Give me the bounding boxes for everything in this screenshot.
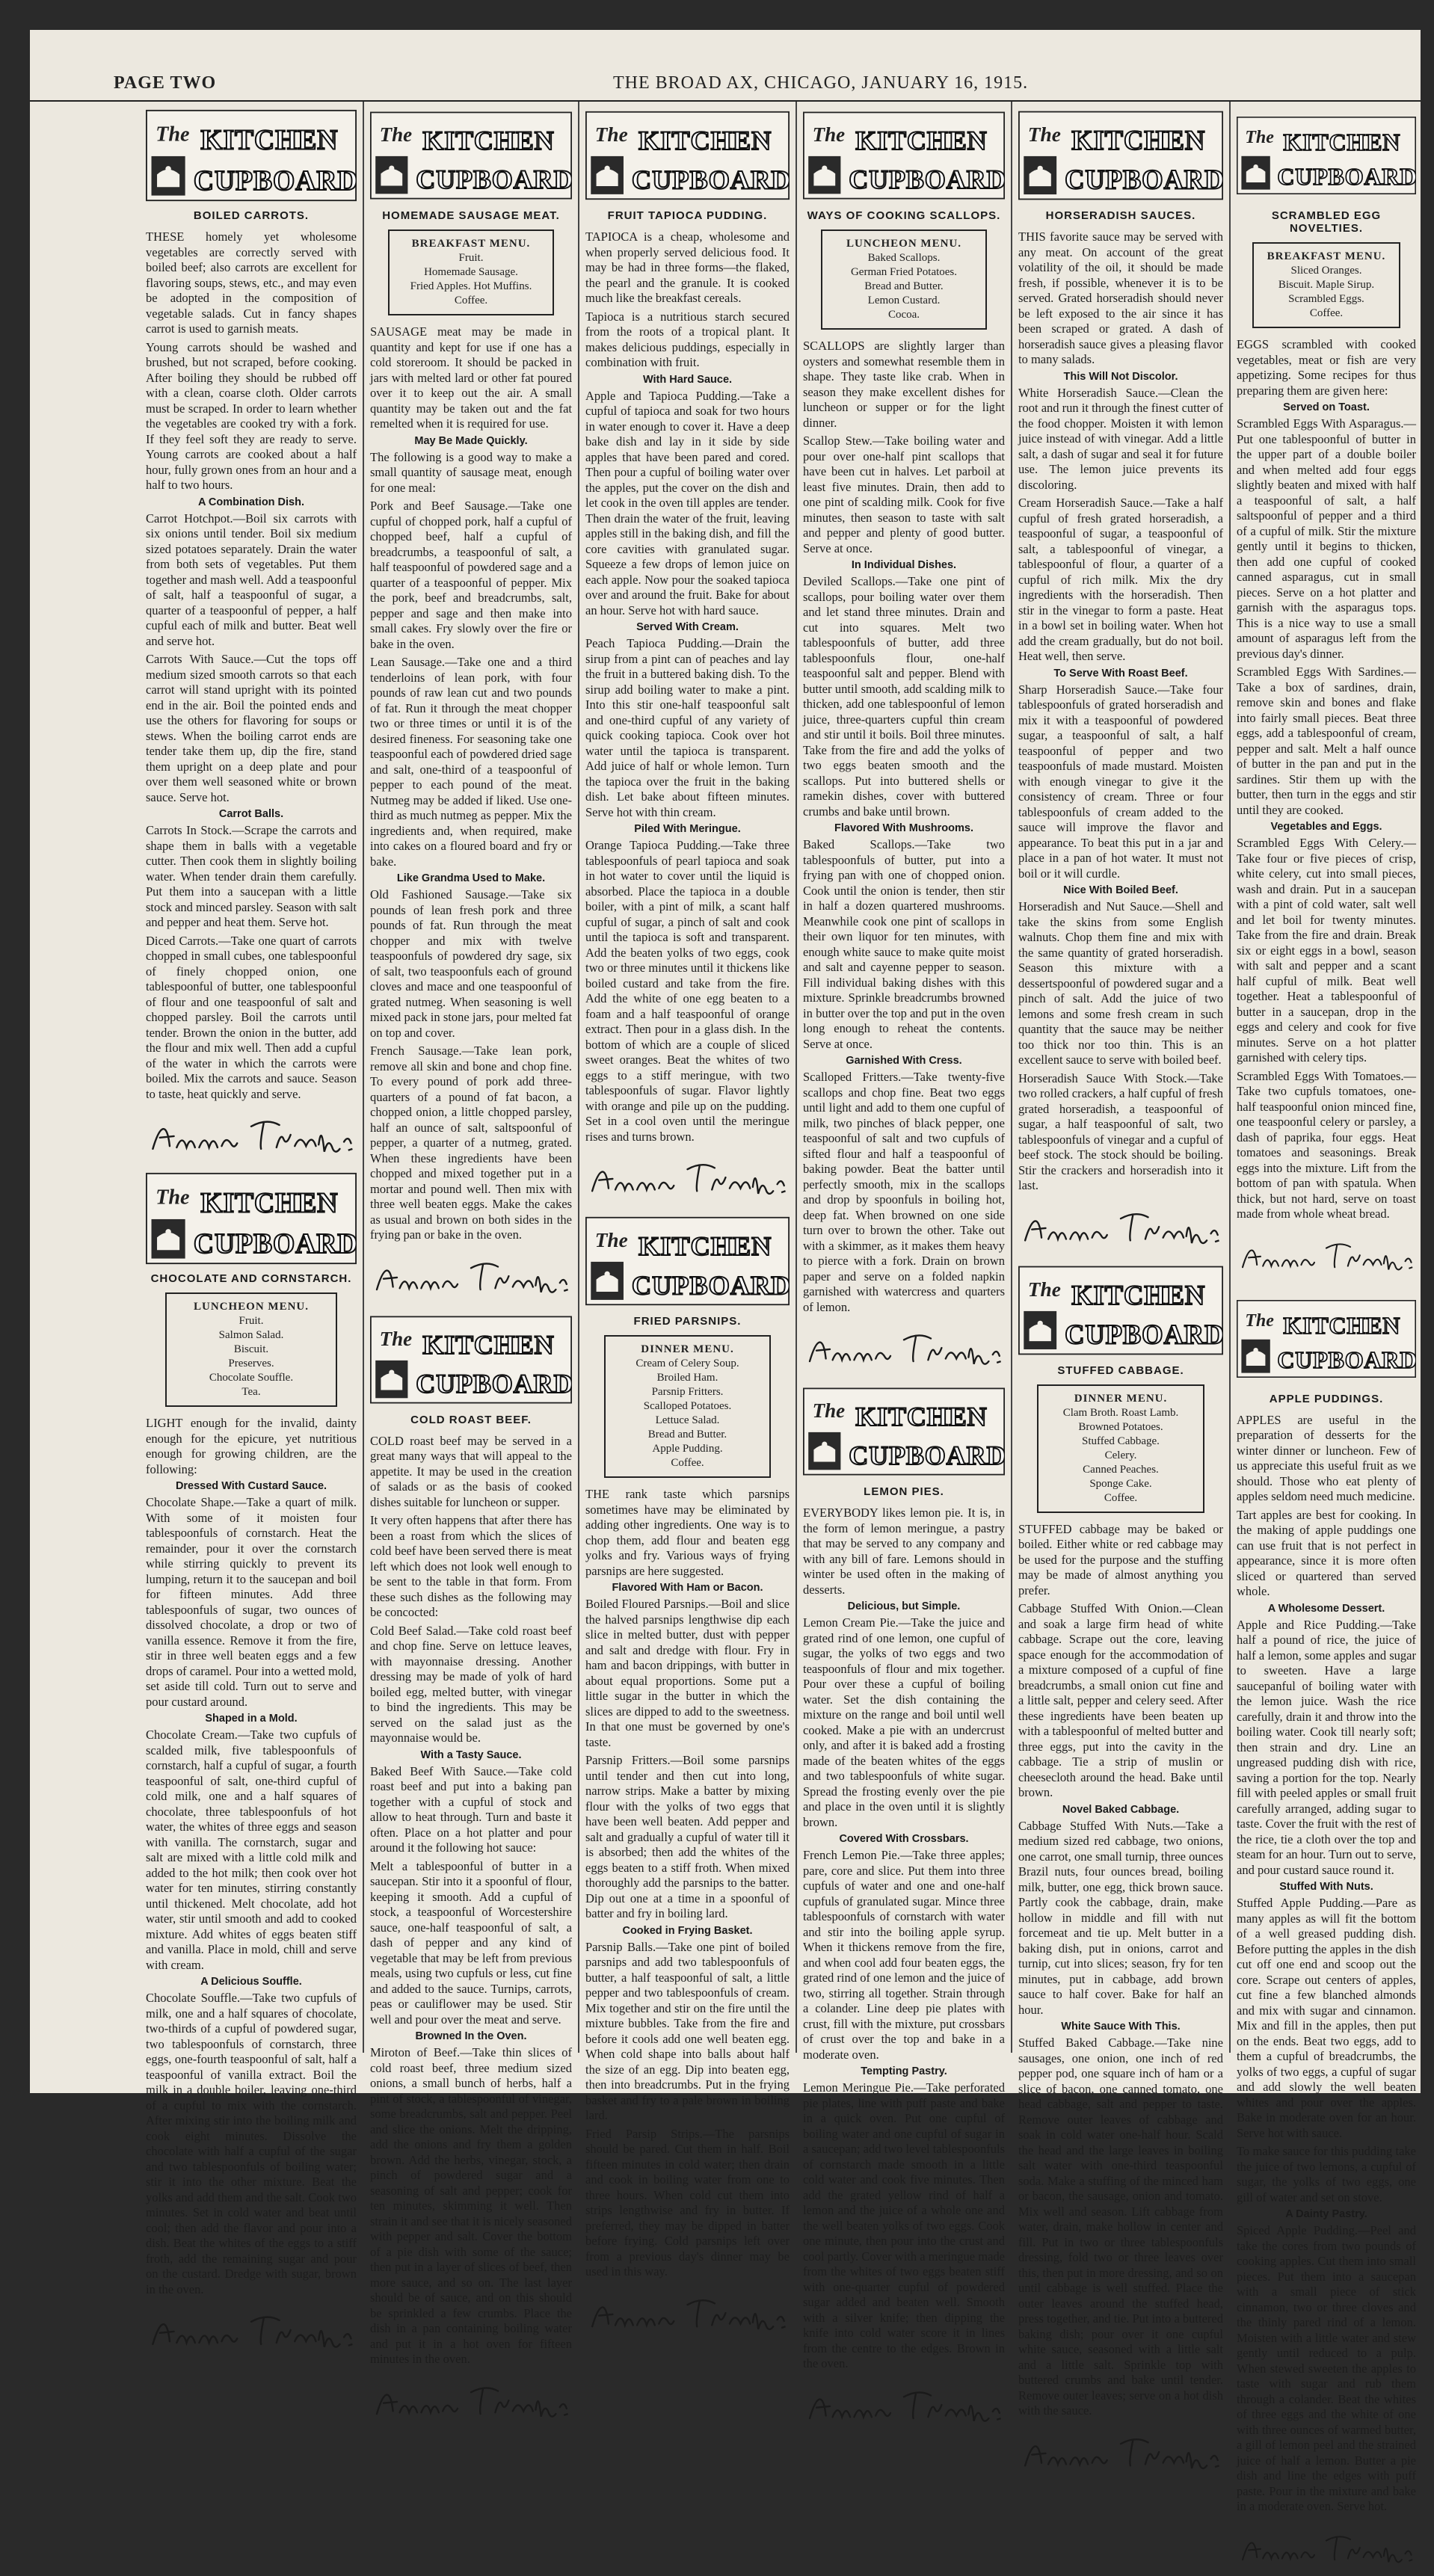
subheading: This Will Not Discolor. bbox=[1063, 370, 1178, 383]
paragraph: EGGS scrambled with cooked vegetables, meat or fish are very appetizing. Some recipes for thus preparing them are given here: bbox=[1237, 337, 1416, 398]
subheading: White Sauce With This. bbox=[1061, 2021, 1181, 2033]
paragraph: Horseradish Sauce With Stock.—Take two rolled crackers, a half cupful of fresh grated horseradish, a teaspoonful of sugar, a half teaspoonful of salt, two tablespoonfuls of vinegar and a cupful of beef stock. The stock should be boiling. Stir the crackers and horseradish into it last. bbox=[1018, 1070, 1223, 1192]
paragraph: SCALLOPS are slightly larger than oysters and somewhat resemble them in shape. They taste like crab. When in season they make excellent dishes for luncheon or supper or for the light dinner. bbox=[803, 339, 1005, 430]
paragraph: Scrambled Eggs With Asparagus.—Put one tablespoonful of butter in the upper part of a double boiler and when melted add four eggs slightly beaten and mixed with half a teaspoonful of salt, a half saltspoonful of pepper and a third of a cupful of milk. Stir the mixture gently until it begins to thicken, then add one cupful of cooked canned asparagus, cut in small pieces. Serve on a hot platter and garnish with the asparagus tops. This is a nice way to use a small amount of asparagus left from the previous day's dinner. bbox=[1237, 416, 1416, 661]
menu-item: Cocoa. bbox=[887, 309, 920, 321]
menu-item: Scalloped Potatoes. bbox=[643, 1400, 732, 1412]
paragraph: Chocolate Shape.—Take a quart of milk. With some of it moisten four tablespoonfuls of cornstarch. Heat the remainder, pour it over the cornstarch while stirring quickly to prevent its lumping, return it to the saucepan and boil for fifteen minutes. Add three tablespoonfuls of sugar, two ounces of dissolved chocolate, a drop or two of vanilla essence. Remove it from the fire, stir in three well beaten eggs and a few drops of caramel. Pour into a wetted mold, set aside till cold. Turn out to serve and pour custard around. bbox=[146, 1495, 357, 1709]
article-title: APPLE PUDDINGS. bbox=[1269, 1392, 1384, 1405]
menu-item: Stuffed Cabbage. bbox=[1082, 1435, 1160, 1447]
subheading: Served With Cream. bbox=[636, 621, 739, 633]
paragraph: French Lemon Pie.—Take three apples; pare, core and slice. Put them into three cupfuls of water and one and one-half cupfuls of granulated sugar. Mince three tablespoonfuls of cornstarch with water and stir into the boiling apple syrup. When it thickens remove from the fire, and when cool add four beaten eggs, the grated rind of one lemon and the juice of two, stirring all together. Strain through a colander. Line deep pie plates with crust, fill with the mixture, put crossbars of crust over the top and bake in a moderate oven. bbox=[803, 1848, 1005, 2062]
column-1 bbox=[146, 105, 357, 2296]
column-3 bbox=[585, 105, 790, 2278]
subheading: A Dainty Pastry. bbox=[1285, 2208, 1367, 2220]
paragraph: Stuffed Apple Pudding.—Pare as many apples as will fit the bottom of a well greased pudding dish. Before putting the apples in the dish cut off one end and scoop out the core. Scrape out centers of apples, cut fine a few blanched almonds and mix with sugar and cinnamon. Mix and fill in the apples, then put on the ends. Beat two eggs, add to them a cupful of breadcrumbs, the yolks of two eggs, a cupful of sugar and add slowly the well beaten whites and pour over the apples. Bake in moderate oven for an hour. Serve hot with sauce. bbox=[1237, 1896, 1416, 2140]
menu-item: Fruit. bbox=[239, 1315, 264, 1327]
menu-item: Coffee. bbox=[454, 295, 488, 306]
menu-item: Coffee. bbox=[1104, 1491, 1138, 1504]
paragraph: Carrot Hotchpot.—Boil six carrots with six onions until tender. Boil six medium sized potatoes separately. Drain the water from both sets of vegetables. Put them together and mash well. Add a teaspoonful of salt, half a teaspoonful of sugar, a quarter of a teaspoonful of pepper, a half cupful each of milk and butter. Beat well and serve hot. bbox=[146, 511, 357, 648]
kitchen-cupboard-logo bbox=[146, 1171, 357, 1266]
kitchen-cupboard-logo bbox=[1237, 108, 1416, 203]
paragraph: THIS favorite sauce may be served with any meat. On account of the great volatility of the oil, it should be made fresh, if possible, whenever it is to be served. Grated horseradish should never be left exposed to the air since it has been scraped or grated. A dash of horseradish sauce gives a pleasing flavor to many salads. bbox=[1018, 229, 1223, 366]
column-rule bbox=[796, 102, 797, 2053]
menu-item: Sponge Cake. bbox=[1089, 1477, 1152, 1490]
menu-title: DINNER MENU. bbox=[1074, 1392, 1168, 1405]
article-title: HORSERADISH SAUCES. bbox=[1045, 209, 1196, 222]
dinner-menu-box bbox=[1037, 1384, 1204, 1513]
subheading: Vegetables and Eggs. bbox=[1270, 821, 1382, 833]
article-title: LEMON PIES. bbox=[864, 1485, 944, 1498]
subheading: Covered With Crossbars. bbox=[839, 1833, 969, 1845]
signature-anna-thompson bbox=[1018, 2425, 1223, 2480]
subheading: To Serve With Roast Beef. bbox=[1053, 667, 1188, 680]
subheading: Cooked in Frying Basket. bbox=[622, 1924, 753, 1937]
menu-title: LUNCHEON MENU. bbox=[846, 238, 961, 250]
menu-item: Salmon Salad. bbox=[218, 1329, 284, 1341]
column-rule bbox=[1229, 102, 1231, 2053]
menu-item: Broiled Ham. bbox=[656, 1372, 718, 1384]
paragraph: THE rank taste which parsnips sometimes have may be eliminated by adding other ingredients. One way is to chop them, add flour and beaten egg yolks and fry. Various ways of frying parsnips are here suggested. bbox=[585, 1487, 790, 1578]
menu-item: Browned Potatoes. bbox=[1078, 1420, 1163, 1433]
paragraph: Parsnip Balls.—Take one pint of boiled parsnips and add two tablespoonfuls of butter, a half teaspoonful of salt, a little pepper and two tablespoonfuls of cream. Mix together and stir on the fire until the mixture bubbles. Take from the fire and before it cools add one well beaten egg. When cold shape into balls about half the size of an egg. Dip into beaten egg, then into breadcrumbs. Put in the frying basket and fry to a pale brown in boiling lard. bbox=[585, 1939, 790, 2122]
luncheon-menu-box bbox=[165, 1292, 337, 1407]
page-label: PAGE TWO bbox=[114, 73, 217, 93]
paragraph: Horseradish and Nut Sauce.—Shell and take the skins from some English walnuts. Chop them fine and mix with the same quantity of grated horseradish. Season this mixture with a dessertspoonful of powdered sugar and a pinch of salt. Add the juice of two lemons and some fresh cream in such quantity that the sauce may be neither too thick nor too thin. This is an excellent sauce to serve with boiled beef. bbox=[1018, 899, 1223, 1067]
column-5 bbox=[1018, 105, 1224, 2418]
paragraph: To make sauce for this pudding take the juice of two lemons, a cupful of sugar, the yolks of two eggs, one gill of water and set on stove. bbox=[1237, 2144, 1416, 2204]
menu-item: Preserves. bbox=[228, 1358, 274, 1369]
signature-anna-thompson bbox=[370, 2373, 572, 2429]
subheading: Stuffed With Nuts. bbox=[1279, 1881, 1373, 1893]
subheading: May Be Made Quickly. bbox=[414, 434, 528, 447]
paragraph: Cabbage Stuffed With Onion.—Clean and soak a large firm head of white cabbage. Scrape out the core, leaving space enough for the accommodation of a mixture composed of a cupful of fine breadcrumbs, a small onion cut fine and a little salt, pepper and celery seed. After these ingredients have been beaten up with a tablespoonful of melted butter and three eggs, put into the cavity in the cabbage. Tie a strip of muslin or cheesecloth around the head. Bake until brown. bbox=[1018, 1601, 1223, 1799]
paragraph: Orange Tapioca Pudding.—Take three tablespoonfuls of pearl tapioca and soak in hot water to cover until the liquid is absorbed. Place the tapioca in a double boiler, with a pint of milk, a scant half cupful of sugar, a pinch of salt and cook until the tapioca is soft and transparent. Add the beaten yolks of two eggs, cook two or three minutes until it thickens like boiled custard and take from the fire. Add the white of one egg beaten to a foam and a half teaspoonful of orange extract. Then pour in a glass dish. In the bottom of which are a couple of sliced sweet oranges. Beat the whites of two eggs to a stiff meringue, with two tablespoonfuls of sugar. Flavor lightly with orange and pile up on the pudding. Set in a cool oven until the meringue rises and turns brown. bbox=[585, 838, 790, 1144]
paragraph: Scrambled Eggs With Celery.—Take four or five pieces of crisp, white celery, cut into small pieces, wash and drain. Put in a saucepan with a pint of cold water, salt well and let boil for twenty minutes. Take from the fire and drain. Break six or eight eggs in a bowl, season with salt and pepper and a scant half cupful of milk. Beat well together. Heat a tablespoonful of butter in a saucepan, drop in the eggs and celery and cook for five minutes. Serve on a hot platter garnished with celery tips. bbox=[1237, 836, 1416, 1064]
menu-item: Clam Broth. Roast Lamb. bbox=[1062, 1406, 1179, 1419]
page-header bbox=[30, 66, 1421, 102]
luncheon-menu-box bbox=[821, 229, 986, 330]
menu-item: Scrambled Eggs. bbox=[1288, 293, 1364, 305]
subheading: Nice With Boiled Beef. bbox=[1063, 884, 1178, 896]
newspaper-page bbox=[30, 30, 1421, 2513]
paragraph: Melt a tablespoonful of butter in a saucepan. Stir into it a spoonful of flour, keeping it smooth. Add a cupful of stock, a teaspoonful of Worcestershire sauce, one-half teaspoonful of salt, a dash of pepper and any kind of vegetable that may be left from previous meals, using two cupfuls or less, cut fine and added to the sauce. Turnips, carrots, peas or cauliflower may be used. Stir well and pour over the meat and serve. bbox=[370, 1858, 572, 2027]
paragraph: SAUSAGE meat may be made in quantity and kept for use if one has a cold storeroom. It should be packed in jars with melted lard or other fat poured over it to keep out the air. A small quantity may be taken out and the fat remelted when it is required for use. bbox=[370, 324, 572, 431]
menu-item: Fruit. bbox=[458, 252, 484, 264]
breakfast-menu-box bbox=[388, 229, 553, 315]
paragraph: Boiled Floured Parsnips.—Boil and slice the halved parsnips lengthwise dip each slice in melted butter, dust with pepper and salt and dredge with flour. Fry in ham and bacon drippings, with butter in about equal proportions. Some put a little sugar in the butter in which the slices are dipped to add to the sweetness. In that one must be governed by one's taste. bbox=[585, 1597, 790, 1749]
subheading: Served on Toast. bbox=[1283, 401, 1370, 413]
article-title: STUFFED CABBAGE. bbox=[1057, 1364, 1184, 1377]
menu-item: Bread and Butter. bbox=[647, 1429, 727, 1440]
subheading: Shaped in a Mold. bbox=[205, 1713, 298, 1725]
paragraph: Spiced Apple Pudding.—Peel and take the cores from two pounds of cooking apples. Cut them into small pieces. Put them into a saucepan with a small piece of stick cinnamon, two or three cloves and the thinly pared rind of a lemon. Moisten with a little water and stew gently until reduced to a pulp. When stewed sweeten the apples to taste with sugar and rub them through a colander. Beat the whites of three eggs and the white of one with three ounces of warmed butter, a gill of lemon peel and the strained juice of half a lemon. Butter a pie dish and line the edges with puff paste. Pour in the mixture and bake in a moderate oven. Serve hot. bbox=[1237, 2223, 1416, 2513]
paragraph: Scallop Stew.—Take boiling water and pour over one-half pint scallops that have been cut in halves. Let parboil at least five minutes. Drain, then add to one pint of scalding milk. Cook for five minutes, then season to taste with salt and pepper and plenty of good butter. Serve at once. bbox=[803, 434, 1005, 555]
menu-item: Cream of Celery Soup. bbox=[636, 1358, 739, 1369]
menu-item: Canned Peaches. bbox=[1083, 1463, 1159, 1476]
signature-anna-thompson bbox=[585, 2286, 790, 2341]
kitchen-cupboard-logo bbox=[370, 1312, 572, 1408]
menu-item: Sliced Oranges. bbox=[1290, 265, 1362, 277]
signature-anna-thompson bbox=[803, 2378, 1005, 2433]
paragraph: Stuffed Baked Cabbage.—Take nine sausages, one onion, one inch of red pepper pod, one square inch of ham or a slice of bacon, one canned tomato, one head cabbage, salt and pepper to taste. Remove outer leaves of cabbage and soak in cold water one-half hour. Scald the head and the large leaves in boiling salt water with one-third teaspoonful soda. Make a stuffing of the minced ham or bacon, the sausage, onion and tomato. Mix well and season. Lift cabbage from water, drain, make hollow in center and fill. Put in two or three tablespoonfuls dressing, fold two or three leaves over this, then put in more dressing, and so on until cabbage is well stuffed. Place the outer leaves around the stuffed head, press together, and tie. Put into a buttered baking dish; pour over it one cupful white sauce, seasoned with a little salt and a little salt. Sprinkle top with buttered crumbs and bake until tender. Remove outer leaves; serve on a hot dish with the sauce. bbox=[1018, 2036, 1223, 2418]
signature-anna-thompson bbox=[370, 1249, 572, 1304]
signature-anna-thompson bbox=[1018, 1200, 1223, 1255]
menu-item: Apple Pudding. bbox=[652, 1443, 723, 1455]
article-title: FRUIT TAPIOCA PUDDING. bbox=[607, 209, 768, 222]
article-title: BOILED CARROTS. bbox=[193, 209, 310, 222]
paragraph: Cold Beef Salad.—Take cold roast beef and chop fine. Serve on lettuce leaves, with mayonnaise dressing. Another dressing may be made of yolk of hard boiled egg, melted butter, with vinegar to bind the ingredients. This may be served on the salad just as the mayonnaise would be. bbox=[370, 1623, 572, 1745]
subheading: Delicious, but Simple. bbox=[847, 1600, 961, 1612]
menu-title: BREAKFAST MENU. bbox=[411, 238, 531, 250]
menu-item: Homemade Sausage. bbox=[424, 266, 518, 278]
newspaper-title: THE BROAD AX, CHICAGO, JANUARY 16, 1915. bbox=[613, 73, 1029, 93]
paragraph: Lean Sausage.—Take one and a third tenderloins of lean pork, with four pounds of raw lean cut and two pounds of fat. Run it through the meat chopper two or three times or until it is of the desired fineness. For seasoning take one teaspoonful each of powdered dried sage and salt, one-third of a teaspoonful of pepper to each pound of the meat. Nutmeg may be added if liked. Use one-third as much nutmeg as pepper. Mix the ingredients and, when required, make into cakes on a floured board and fry or bake. bbox=[370, 655, 572, 869]
article-title: SCRAMBLED EGG NOVELTIES. bbox=[1271, 209, 1382, 235]
subheading: With Hard Sauce. bbox=[642, 373, 733, 386]
menu-item: Celery. bbox=[1104, 1449, 1137, 1461]
menu-title: BREAKFAST MENU. bbox=[1267, 250, 1386, 262]
paragraph: Cream Horseradish Sauce.—Take a half cupful of fresh grated horseradish, a teaspoonful of sugar, a teaspoonful of salt, a tablespoonful of vinegar, a tablespoonful of flour, a quarter of a cupful of rich milk. Mix the dry ingredients with the horseradish. Then stir in the vinegar to form a paste. Heat in a bowl set in boiling water. When hot add the cream gradually, but do not boil. Heat well, then serve. bbox=[1018, 496, 1223, 663]
paragraph: Chocolate Cream.—Take two cupfuls of scalded milk, five tablespoonfuls of cornstarch, half a cupful of sugar, a fourth teaspoonful of salt, one-third cupful of cold milk, one and a half squares of chocolate, three tablespoonfuls of hot water, the whites of three eggs and season with vanilla. The cornstarch, sugar and salt are mixed with a little cold milk and added to the hot milk; then cook over hot water for ten minutes, stirring constantly until thickened. Melt chocolate, add hot water, stir until smooth and add to cooked mixture. Add whites of eggs beaten stiff and vanilla. Place in mold, chill and serve with cream. bbox=[146, 1728, 357, 1972]
paragraph: Old Fashioned Sausage.—Take six pounds of lean fresh pork and three pounds of fat. Run through the meat chopper and mix with twelve teaspoonfuls of powdered dry sage, six of salt, two teaspoonfuls each of ground cloves and mace and one teaspoonful of grated nutmeg. When seasoning is well mixed pack in stone jars, pour melted fat on top and cover. bbox=[370, 887, 572, 1040]
paragraph: Apple and Tapioca Pudding.—Take a cupful of tapioca and soak for two hours in water enough to cover it. Have a deep bake dish and lay in it side by side apples that have been pared and cored. Then pour a cupful of boiling water over the apples, put the cover on the dish and let cook in the oven till apples are tender. Then drain the water of the fruit, leaving apples still in the baking dish, and fill the core cavities with granulated sugar. Squeeze a few drops of lemon juice on each apple. Now pour the soaked tapioca over and around the fruit. Bake for about an hour. Serve hot with hard sauce. bbox=[585, 388, 790, 617]
kitchen-cupboard-logo bbox=[585, 1213, 790, 1309]
menu-item: Fried Apples. Hot Muffins. bbox=[410, 280, 532, 292]
paragraph: White Horseradish Sauce.—Clean the root and run it through the finest cutter of the food chopper. Moisten it with lemon juice instead of with vinegar. Add a little salt, a dash of sugar and seal it for future use. The lemon juice prevents its discoloring. bbox=[1018, 385, 1224, 492]
column-rule bbox=[1011, 102, 1012, 2053]
kitchen-cupboard-logo bbox=[1018, 108, 1223, 203]
subheading: Flavored With Ham or Bacon. bbox=[612, 1582, 763, 1594]
paragraph: EVERYBODY likes lemon pie. It is, in the form of lemon meringue, a pastry that may be served to any company and with any bill of fare. Lemons should in winter be used often in the making of desserts. bbox=[803, 1506, 1005, 1597]
paragraph: TAPIOCA is a cheap, wholesome and when properly served delicious food. It may be had in three forms—the flaked, the pearl and the granule. It is cooked much like the breakfast cereals. bbox=[585, 229, 790, 305]
subheading: A Combination Dish. bbox=[197, 496, 305, 508]
paragraph: Fried Parsip Strips.—The parsnips should be pared. Cut them in half. Boil fifteen minutes in cold water; then drain and cook in boiling water from one to three hours. When cold cut them into strips lengthwise and fry in butter. If preferred, they may be dipped in batter before frying. Cold parsnips left over from a previous day's dinner may be used in this way. bbox=[585, 2126, 790, 2278]
column-2 bbox=[370, 105, 572, 2366]
signature-anna-thompson bbox=[146, 1108, 357, 1163]
menu-item: Lettuce Salad. bbox=[655, 1414, 720, 1426]
menu-item: Coffee. bbox=[1309, 307, 1344, 319]
column-4 bbox=[803, 105, 1005, 2370]
menu-item: Biscuit. bbox=[233, 1343, 269, 1355]
menu-item: Coffee. bbox=[671, 1457, 704, 1469]
paragraph: Carrots With Sauce.—Cut the tops off medium sized smooth carrots so that each carrot will stand upright with its pointed end in the air. Boil the pointed ends and use the others for flavoring for soups or stews. When the boiling carrot ends are tender take them up, dip the fire, stand them upright on a deep plate and pour over them well seasoned white or brown sauce. Serve hot. bbox=[146, 652, 357, 804]
subheading: Piled With Meringue. bbox=[634, 823, 741, 835]
paragraph: THESE homely yet wholesome vegetables are correctly served with boiled beef; also carrots are excellent for flavoring soups, stews, etc., and may even be adopted in the composition of vegetable salads. Cut in fancy shapes carrot is used to garnish meats. bbox=[146, 229, 357, 336]
paragraph: It very often happens that after there has been a roast from which the slices of cold beef have been served there is meat left which does not look well enough to be sent to the table in that form. From these such dishes as the following may be concocted: bbox=[370, 1513, 572, 1619]
paragraph: COLD roast beef may be served in a great many ways that will appeal to the appetite. It may be used in the creation of salads or as the basis of cooked dishes suitable for luncheon or supper. bbox=[370, 1433, 572, 1509]
article-title: COLD ROAST BEEF. bbox=[410, 1413, 532, 1426]
menu-item: Chocolate Souffle. bbox=[209, 1372, 294, 1384]
subheading: With a Tasty Sauce. bbox=[420, 1748, 522, 1761]
menu-item: Baked Scallops. bbox=[867, 252, 941, 264]
paragraph: Peach Tapioca Pudding.—Drain the sirup from a pint can of peaches and lay the fruit in a buttered baking dish. To the sirup add boiling water to make a pint. Into this stir one-half teaspoonful salt and one-third cupful of any variety of quick cooking tapioca. Cook over hot water until the tapioca is transparent. Add juice of half or whole lemon. Turn the tapioca over the fruit in the baking dish. Let bake about fifteen minutes. Serve hot with thin cream. bbox=[585, 636, 790, 819]
paragraph: Tart apples are best for cooking. In the making of apple puddings one can use fruit that is not perfect in appearance, since it is more often sliced or quartered than served whole. bbox=[1237, 1507, 1416, 1598]
signature-anna-thompson bbox=[146, 2303, 357, 2358]
paragraph: Parsnip Fritters.—Boil some parsnips until tender and then cut into long, narrow strips. Make a batter by mixing flour with the yolks of two eggs that have been well beaten. Add pepper and salt and gradually a cupful of water till it is absorbed; then add the whites of the eggs beaten to a stiff froth. When mixed thoroughly add the parsnips to the batter. Dip out one at a time in a spoonful of batter and fry in boiling lard. bbox=[585, 1753, 790, 1920]
paragraph: Baked Beef With Sauce.—Take cold roast beef and put into a baking pan together with a cupful of stock and allow to heat through. Turn and baste it often. Place on a hot platter and pour around it the following hot sauce: bbox=[370, 1763, 572, 1855]
subheading: Browned In the Oven. bbox=[415, 2030, 527, 2042]
menu-title: LUNCHEON MENU. bbox=[193, 1301, 309, 1313]
subheading: Carrot Balls. bbox=[218, 808, 284, 820]
menu-item: Parsnip Fritters. bbox=[651, 1386, 724, 1398]
kitchen-cupboard-logo bbox=[1237, 1291, 1416, 1387]
menu-item: Bread and Butter. bbox=[864, 280, 944, 292]
paragraph: Sharp Horseradish Sauce.—Take four tablespoonfuls of grated horseradish and mix it with a teaspoonful of powdered sugar, a teaspoonful of salt, a half teaspoonful of pepper and two teaspoonfuls of made mustard. Moisten with enough vinegar to give it the consistency of cream. Three or four tablespoonfuls of cream added to the sauce will improve the flavor and appearance. To beat this put in a jar and place in a pan of hot water. It must not boil or it will curdle. bbox=[1018, 682, 1223, 881]
paragraph: Scalloped Fritters.—Take twenty-five scallops and chop fine. Beat two eggs until light and add to them one cupful of milk, two pinches of black pepper, one teaspoonful of salt and two cupfuls of sifted flour and half a teaspoonful of baking powder. Beat the batter until perfectly smooth, mix in the scallops and drop by spoonfuls in boiling hot, deep fat. When browned on one side turn over to brown the other. Take out with a skimmer, as it makes them heavy to pierce with a fork. Drain on brown paper and serve on a folded napkin garnished with watercress and quarters of lemon. bbox=[803, 1070, 1005, 1314]
signature-anna-thompson bbox=[585, 1150, 790, 1206]
paragraph: Lemon Cream Pie.—Take the juice and grated rind of one lemon, one cupful of sugar, the yolks of two eggs and two teaspoonfuls of flour and mix together. Pour over these a cupful of boiling water. Set the dish containing the mixture on the range and boil until well cooked. Make a pie with an undercrust only, and after it is baked add a frosting made of the beaten whites of the eggs and two tablespoonfuls of white sugar. Spread the frosting evenly over the pie and place in the oven until it is slightly brown. bbox=[803, 1615, 1005, 1829]
article-title: WAYS OF COOKING SCALLOPS. bbox=[807, 209, 1001, 222]
column-6 bbox=[1237, 105, 1416, 2513]
kitchen-cupboard-logo bbox=[146, 108, 357, 203]
paragraph: STUFFED cabbage may be baked or boiled. Either white or red cabbage may be used for the purpose and the stuffing may be made of almost anything you prefer. bbox=[1018, 1521, 1223, 1597]
paragraph: Diced Carrots.—Take one quart of carrots chopped in small cubes, one tablespoonful of finely chopped onion, one tablespoonful of butter, one tablespoonful of flour and one teaspoonful of salt and chopped parsley. Boil the carrots until tender. Brown the onion in the butter, add the flour and mix well. Then add a cupful of the water in which the carrots were boiled. Mix the carrots and sauce. Season to taste, heat quickly and serve. bbox=[146, 933, 357, 1101]
paragraph: Chocolate Souffle.—Take two cupfuls of milk, one and a half squares of chocolate, two-thirds of a cupful of powdered sugar, two tablespoonfuls of cornstarch, three eggs, one-fourth teaspoonful of salt, half a teaspoonful of vanilla extract. Boil the milk in a double boiler, leaving one-third of a cupful to mix with the cornstarch. After mixing stir into the boiling milk and cook eight minutes. Dissolve the chocolate with half a cupful of the sugar and two tablespoonfuls of boiling water; stir it into the other mixture. Beat the yolks and add them and the salt. Cook two minutes. Set in cold water and beat until cool; then add the flavor and pour into a dish. Beat the whites of the eggs to a stiff froth, add the remaining sugar and pour on the custard. Dredge with sugar, brown in the oven. bbox=[146, 1991, 357, 2296]
subheading: Flavored With Mushrooms. bbox=[834, 822, 973, 834]
paragraph: LIGHT enough for the invalid, dainty enough for the epicure, yet nutritious enough for growing children, are the following: bbox=[146, 1416, 357, 1476]
paragraph: Deviled Scallops.—Take one pint of scallops, pour boiling water over them and let stand three minutes. Drain and cut into squares. Melt two tablespoonfuls of butter, add three tablespoonfuls flour, one-half teaspoonful salt and pepper. Blend with butter until smooth, add scalding milk to thicken, add one tablespoonful of lemon juice, three-quarters cupful thin cream and stir until it boils. Boil three minutes. Take from the fire and add the yolks of two eggs beaten smooth and the scallops. Put into buttered shells or ramekin dishes, cover with buttered crumbs and bake until brown. bbox=[803, 574, 1005, 819]
kitchen-cupboard-logo bbox=[1018, 1263, 1223, 1358]
kitchen-cupboard-logo bbox=[370, 108, 572, 203]
kitchen-cupboard-logo bbox=[803, 1384, 1005, 1479]
paragraph: Apple and Rice Pudding.—Take half a pound of rice, the juice of half a lemon, some apples and sugar to sweeten. Have a large saucepanful of boiling water with the lemon juice. Wash the rice carefully, drain it and throw into the boiling water. Cook till nearly soft; then strain and dry. Line an ungreased pudding dish with rice, saving a portion for the top. Nearly fill with peeled apples or small fruit carefully arranged, adding sugar to taste. Cover the fruit with the rest of the rice, tie a cloth over the top and steam for an hour. Turn out to serve, and pour custard sauce round it. bbox=[1237, 1617, 1416, 1877]
article-title: FRIED PARSNIPS. bbox=[633, 1315, 742, 1328]
subheading: In Individual Dishes. bbox=[851, 559, 957, 571]
paragraph: Miroton of Beef.—Take thin slices of cold roast beef, three medium sized onions, a small bunch of herbs, half a pint of stock, a tablespoonful of vinegar, some breadcrumbs, salt and pepper. Peel and slice the onions. Melt the dripping, add the onions and fry them a golden brown. Add the herbs, vinegar, stock, a pinch of powdered sugar and a seasoning of salt and pepper; cook for ten minutes, skimming it well. Then strain it and see that it is nicely seasoned with pepper and salt. Cover the bottom of a pie dish with some of the sauce; then put in a layer of slices of beef, then more sauce, and so on. The last layer should be of sauce, and on this should be sprinkled a few crumbs. Place the dish in a pan containing boiling water and put it in a hot oven for fifteen minutes in the oven. bbox=[370, 2045, 572, 2366]
subheading: Novel Baked Cabbage. bbox=[1062, 1803, 1180, 1816]
menu-title: DINNER MENU. bbox=[641, 1343, 734, 1355]
paragraph: Carrots In Stock.—Scrape the carrots and shape them in balls with a vegetable cutter. Then cook them in slightly boiling water. When tender drain them carefully. Put them into a saucepan with a little stock and minced parsley. Season with salt and pepper and heat them. Serve hot. bbox=[146, 823, 357, 929]
paragraph: Scrambled Eggs With Tomatoes.—Take two cupfuls tomatoes, one-half teaspoonful onion minced fine, one teaspoonful celery or parsley, a dash of paprika, four eggs. Heat tomatoes and seasonings. Break eggs into the mixture. Lift from the bottom of pan with spatula. When thick, but not hard, serve on toast made from whole wheat bread. bbox=[1237, 1068, 1416, 1221]
signature-anna-thompson bbox=[803, 1321, 1005, 1376]
menu-item: Lemon Custard. bbox=[867, 295, 941, 306]
paragraph: Scrambled Eggs With Sardines.—Take a box of sardines, drain, remove skin and bones and flake into fairly small pieces. Beat three eggs, add a tablespoonful of cream, pepper and salt. Melt a half ounce of butter in the pan and put in the sardines. Stir them up with the butter, then turn in the eggs and stir until they are cooked. bbox=[1237, 665, 1416, 817]
menu-item: Biscuit. Maple Sirup. bbox=[1278, 279, 1375, 291]
kitchen-cupboard-logo bbox=[803, 108, 1005, 203]
paragraph: The following is a good way to make a small quantity of sausage meat, enough for one meal: bbox=[370, 449, 572, 495]
dinner-menu-box bbox=[604, 1335, 771, 1478]
subheading: A Wholesome Dessert. bbox=[1267, 1602, 1385, 1615]
paragraph: Tapioca is a nutritious starch secured from the roots of a tropical plant. It makes delicious puddings, especially in combination with fruit. bbox=[585, 309, 790, 369]
column-rule bbox=[363, 102, 364, 2053]
paragraph: Young carrots should be washed and brushed, but not scraped, before cooking. After boiling they should be rubbed off with a clean, coarse cloth. Older carrots must be scraped. In order to learn whether the vegetables are cooked try with a fork. If they feel soft they are ready to serve. Young carrots are cooked about a half hour, fully grown ones from an hour and a half to two hours. bbox=[146, 339, 357, 492]
menu-item: German Fried Potatoes. bbox=[850, 266, 958, 278]
paragraph: Baked Scallops.—Take two tablespoonfuls of butter, put into a frying pan with one of chopped onion. Cook until the onion is tender, then stir in half a dozen quartered mushrooms. Meanwhile cook one pint of scallops in their own liquor for ten minutes, with enough white sauce to make quite moist and salt and cayenne pepper to season. Fill individual baking dishes with this mixture. Sprinkle breadcrumbs browned in butter over the top and put in the oven long enough to reheat the contents. Serve at once. bbox=[803, 837, 1005, 1051]
signature-anna-thompson bbox=[1237, 2521, 1416, 2576]
subheading: Like Grandma Used to Make. bbox=[396, 872, 546, 884]
article-title: HOMEMADE SAUSAGE MEAT. bbox=[382, 209, 560, 222]
signature-anna-thompson bbox=[1237, 1228, 1416, 1284]
paragraph: French Sausage.—Take lean pork, remove all skin and bone and chop fine. To every pound of pork add three-quarters of a pound of fat bacon, a chopped onion, a little chopped parsley, half an ounce of salt, saltspoonful of pepper, a quarter of a nutmeg, grated. When these ingredients have been chopped and mixed together put in a mortar and pound well. Then mix with three well beaten eggs. Make the cakes as usual and brown on both sides in the frying pan or bake in the oven. bbox=[370, 1044, 572, 1242]
column-rule bbox=[578, 102, 579, 2053]
menu-item: Tea. bbox=[241, 1386, 261, 1398]
kitchen-cupboard-logo bbox=[585, 108, 790, 203]
paragraph: Pork and Beef Sausage.—Take one cupful of chopped pork, half a cupful of chopped beef, half a cupful of breadcrumbs, a teaspoonful of salt, a half teaspoonful of powdered sage and a quarter of a teaspoonful of pepper. Mix the pork, beef and breadcrumbs, salt, pepper and sage and then make into small cakes. Fry slowly over the fire or bake in the oven. bbox=[370, 499, 572, 651]
breakfast-menu-box bbox=[1252, 242, 1400, 328]
subheading: A Delicious Souffle. bbox=[200, 1976, 302, 1988]
subheading: Tempting Pastry. bbox=[861, 2065, 947, 2077]
paragraph: APPLES are useful in the preparation of desserts for the winter dinner or luncheon. Few of us appreciate this useful fruit as we should. Those who eat plenty of apples seldom need much medicine. bbox=[1237, 1412, 1416, 1503]
paragraph: Cabbage Stuffed With Nuts.—Take a medium sized red cabbage, two onions, one carrot, one small turnip, three ounces Brazil nuts, four ounces bread, boiling milk, butter, one egg, thick brown sauce. Partly cook the cabbage, drain, make hollow in middle and fill with nut forcemeat and tie up. Melt butter in a baking dish, put in onions, carrot and turnip, cut into slices; season, fry for ten minutes, put in cabbage, add brown sauce to half cover. Bake for half an hour. bbox=[1018, 1818, 1223, 2017]
subheading: Garnished With Cress. bbox=[846, 1055, 962, 1067]
article-title: CHOCOLATE AND CORNSTARCH. bbox=[150, 1272, 352, 1285]
paragraph: Lemon Meringue Pie.—Take perforated pie plates, line with puff paste and bake in a quick oven. Put one cupful of boiling water and one cupful of sugar in a saucepan; add two level tablespoonfuls of cornstarch made smooth in a little cold water and cook five minutes. Then add the grated yellow rind of half a lemon and the juice of a whole one and the well beaten yolks of two eggs. Cook one minute, then pour into the crust and cool partly. Cover with a meringue made from the whites of two eggs beaten stiff with one-quarter cupful of powdered sugar added and beaten well. Smooth with a silver knife; then dipping the knife into cold water score it in lines from the centre to the edges. Brown in the oven. bbox=[803, 2080, 1005, 2370]
subheading: Dressed With Custard Sauce. bbox=[175, 1480, 327, 1492]
